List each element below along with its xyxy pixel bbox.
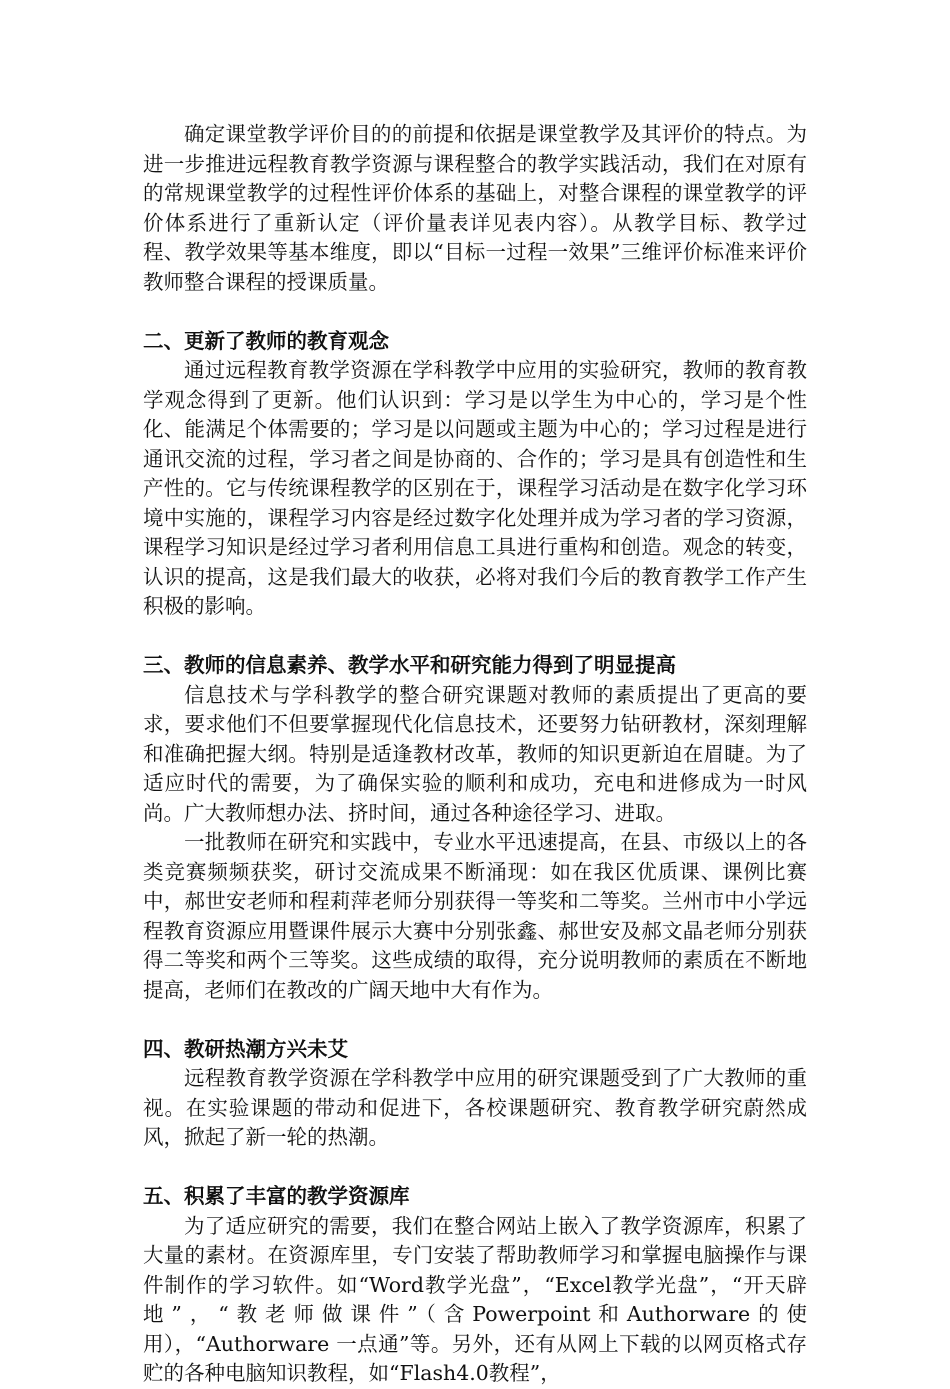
body-paragraph: 信息技术与学科教学的整合研究课题对教师的素质提出了更高的要求，要求他们不但要掌握现代化信息技术，还要努力钻研教材，深刻理解和准确把握大纲。特别是适逢教材改革，教师的知识更新迫在眉睫。为了适应时代的需要，为了确保实验的顺利和成功，充电和进修成为一时风尚。广大教师想办法、挤时间，通过各种途径学习、进取。 (143, 682, 807, 825)
section-resource-library (143, 1182, 807, 1389)
section-teacher-abilities (143, 651, 807, 1005)
body-paragraph: 远程教育教学资源在学科教学中应用的研究课题受到了广大教师的重视。在实验课题的带动和促进下，各校课题研究、教育教学研究蔚然成风，掀起了新一轮的热潮。 (143, 1066, 807, 1149)
section-heading: 四、教研热潮方兴未艾 (143, 1036, 348, 1061)
section-heading: 三、教师的信息素养、教学水平和研究能力得到了明显提高 (143, 653, 676, 677)
section-teacher-concepts (143, 327, 807, 622)
intro-paragraph: 确定课堂教学评价目的的前提和依据是课堂教学及其评价的特点。为进一步推进远程教育教学资源与课程整合的教学实践活动，我们在对原有的常规课堂教学的过程性评价体系的基础上，对整合课程的课堂教学的评价体系进行了重新认定（评价量表详见表内容）。从教学目标、教学过程、教学效果等基本维度，即以“目标一过程一效果”三维评价标准来评价教师整合课程的授课质量。 (143, 122, 807, 294)
document-page (143, 120, 807, 1389)
body-paragraph: 通过远程教育教学资源在学科教学中应用的实验研究，教师的教育教学观念得到了更新。他们认识到：学习是以学生为中心的，学习是个性化、能满足个体需要的；学习是以问题或主题为中心的；学习过程是进行通讯交流的过程，学习者之间是协商的、合作的；学习是具有创造性和生产性的。它与传统课程教学的区别在于，课程学习活动是在数字化学习环境中实施的，课程学习内容是经过数字化处理并成为学习者的学习资源，课程学习知识是经过学习者利用信息工具进行重构和创造。观念的转变，认识的提高，这是我们最大的收获，必将对我们今后的教育教学工作产生积极的影响。 (143, 358, 807, 618)
section-heading: 二、更新了教师的教育观念 (143, 328, 389, 353)
body-paragraph: 一批教师在研究和实践中，专业水平迅速提高，在县、市级以上的各类竞赛频频获奖，研讨交流成果不断涌现：如在我区优质课、课例比赛中，郝世安老师和程莉萍老师分别获得一等奖和二等奖。兰州市中小学远程教育资源应用暨课件展示大赛中分别张鑫、郝世安及郝文晶老师分别获得二等奖和两个三等奖。这些成绩的取得，充分说明教师的素质在不断地提高，老师们在教改的广阔天地中大有作为。 (143, 830, 807, 1002)
section-heading: 五、积累了丰富的教学资源库 (143, 1184, 410, 1208)
section-research-wave (143, 1035, 807, 1153)
body-paragraph: 为了适应研究的需要，我们在整合网站上嵌入了教学资源库，积累了大量的素材。在资源库里，专门安装了帮助教师学习和掌握电脑操作与课件制作的学习软件。如“Word教学光盘”，“Excel教学光盘”，“开天辟地”，“教老师做课件”（含Powerpoint和Authorware的使用），“Authorware 一点通”等。另外，还有从网上下载的以网页格式存贮的各种电脑知识教程，如“Flash4.0教程”， (143, 1213, 807, 1385)
